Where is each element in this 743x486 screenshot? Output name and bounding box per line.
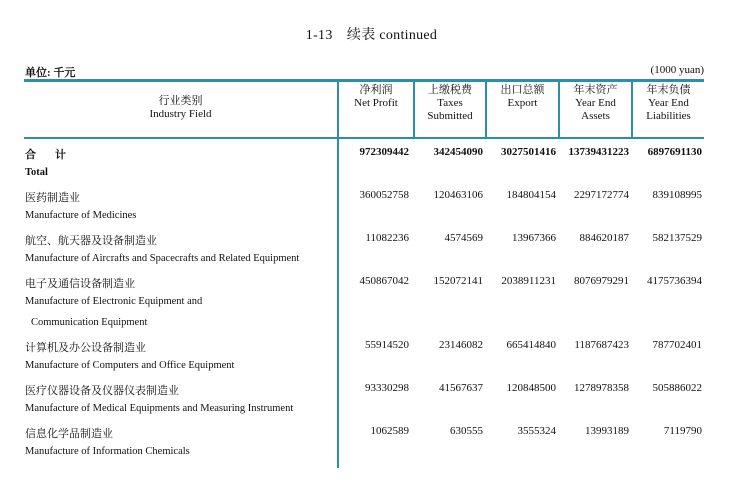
cell-liabilities: 6897691130 xyxy=(647,146,702,158)
cell-liabilities: 839108995 xyxy=(652,189,702,201)
cell-export: 120848500 xyxy=(506,382,556,394)
column-divider xyxy=(337,82,339,468)
header-assets xyxy=(560,84,631,123)
header-net-profit xyxy=(339,84,413,110)
header-net-profit-zh: 净利润 xyxy=(359,84,393,96)
header-export-en: Export xyxy=(507,97,538,109)
header-industry-en: Industry Field xyxy=(149,108,212,120)
header-rule xyxy=(24,137,704,139)
header-industry-zh: 行业类别 xyxy=(158,95,203,107)
header-taxes-en2: Submitted xyxy=(427,110,473,122)
row-info-chemicals-zh: 信息化学品制造业 xyxy=(25,428,113,440)
row-electronic-en-cont: Communication Equipment xyxy=(31,317,148,328)
cell-export: 3027501416 xyxy=(501,146,556,158)
cell-liabilities: 582137529 xyxy=(652,232,702,244)
unit-label-en: (1000 yuan) xyxy=(650,64,704,76)
cell-liabilities: 505886022 xyxy=(652,382,702,394)
header-assets-en1: Year End xyxy=(575,97,616,109)
row-total-en: Total xyxy=(25,167,48,178)
cell-assets: 8076979291 xyxy=(574,275,629,287)
cell-net-profit: 972309442 xyxy=(359,146,409,158)
cell-net-profit: 360052758 xyxy=(359,189,409,201)
cell-liabilities: 787702401 xyxy=(652,339,702,351)
cell-net-profit: 93330298 xyxy=(365,382,409,394)
cell-taxes: 342454090 xyxy=(433,146,483,158)
header-liabilities-zh: 年末负债 xyxy=(646,84,691,96)
header-liabilities xyxy=(633,84,704,123)
table-title: 1-13 续表 continued xyxy=(305,28,438,43)
cell-export: 3555324 xyxy=(517,425,556,437)
cell-export: 184804154 xyxy=(506,189,556,201)
row-medical-zh: 医疗仪器设备及仪器仪表制造业 xyxy=(25,385,179,397)
row-electronic-en: Manufacture of Electronic Equipment and xyxy=(25,296,203,307)
cell-net-profit: 11082236 xyxy=(365,232,409,244)
header-export xyxy=(487,84,558,110)
unit-label: 单位: 千元 xyxy=(25,67,76,79)
cell-assets: 2297172774 xyxy=(574,189,629,201)
cell-net-profit: 450867042 xyxy=(359,275,409,287)
cell-export: 13967366 xyxy=(512,232,556,244)
row-aircraft-zh: 航空、航天器及设备制造业 xyxy=(25,235,157,247)
header-assets-en2: Assets xyxy=(581,110,610,122)
cell-net-profit: 1062589 xyxy=(370,425,409,437)
cell-assets: 13739431223 xyxy=(568,146,629,158)
cell-assets: 13993189 xyxy=(585,425,629,437)
header-taxes-zh: 上缴税费 xyxy=(428,84,472,96)
header-liabilities-en2: Liabilities xyxy=(646,110,691,122)
cell-taxes: 23146082 xyxy=(439,339,483,351)
header-industry xyxy=(24,95,337,121)
cell-assets: 884620187 xyxy=(579,232,629,244)
row-medicines-en: Manufacture of Medicines xyxy=(25,210,137,221)
header-taxes xyxy=(415,84,485,123)
cell-liabilities: 7119790 xyxy=(663,425,702,437)
row-computers-en: Manufacture of Computers and Office Equipment xyxy=(25,360,235,371)
header-assets-zh: 年末资产 xyxy=(573,84,618,96)
cell-taxes: 152072141 xyxy=(433,275,483,287)
row-aircraft-en: Manufacture of Aircrafts and Spacecrafts and Related Equipment xyxy=(25,253,300,264)
row-medicines-zh: 医药制造业 xyxy=(25,192,80,204)
row-info-chemicals-en: Manufacture of Information Chemicals xyxy=(25,446,190,457)
header-taxes-en1: Taxes xyxy=(437,97,463,109)
cell-taxes: 120463106 xyxy=(433,189,483,201)
cell-liabilities: 4175736394 xyxy=(647,275,702,287)
cell-assets: 1278978358 xyxy=(574,382,629,394)
cell-net-profit: 55914520 xyxy=(365,339,409,351)
cell-export: 2038911231 xyxy=(501,275,556,287)
row-total-zh: 合 计 xyxy=(25,149,70,161)
header-export-zh: 出口总额 xyxy=(500,84,545,96)
cell-export: 665414840 xyxy=(506,339,556,351)
row-computers-zh: 计算机及办公设备制造业 xyxy=(25,342,146,354)
header-liabilities-en1: Year End xyxy=(648,97,689,109)
header-net-profit-en: Net Profit xyxy=(354,97,398,109)
row-electronic-zh: 电子及通信设备制造业 xyxy=(25,278,135,290)
row-medical-en: Manufacture of Medical Equipments and Measuring Instrument xyxy=(25,403,294,414)
top-rule xyxy=(24,79,704,82)
cell-taxes: 4574569 xyxy=(444,232,483,244)
cell-assets: 1187687423 xyxy=(574,339,629,351)
cell-taxes: 630555 xyxy=(450,425,483,437)
cell-taxes: 41567637 xyxy=(439,382,483,394)
